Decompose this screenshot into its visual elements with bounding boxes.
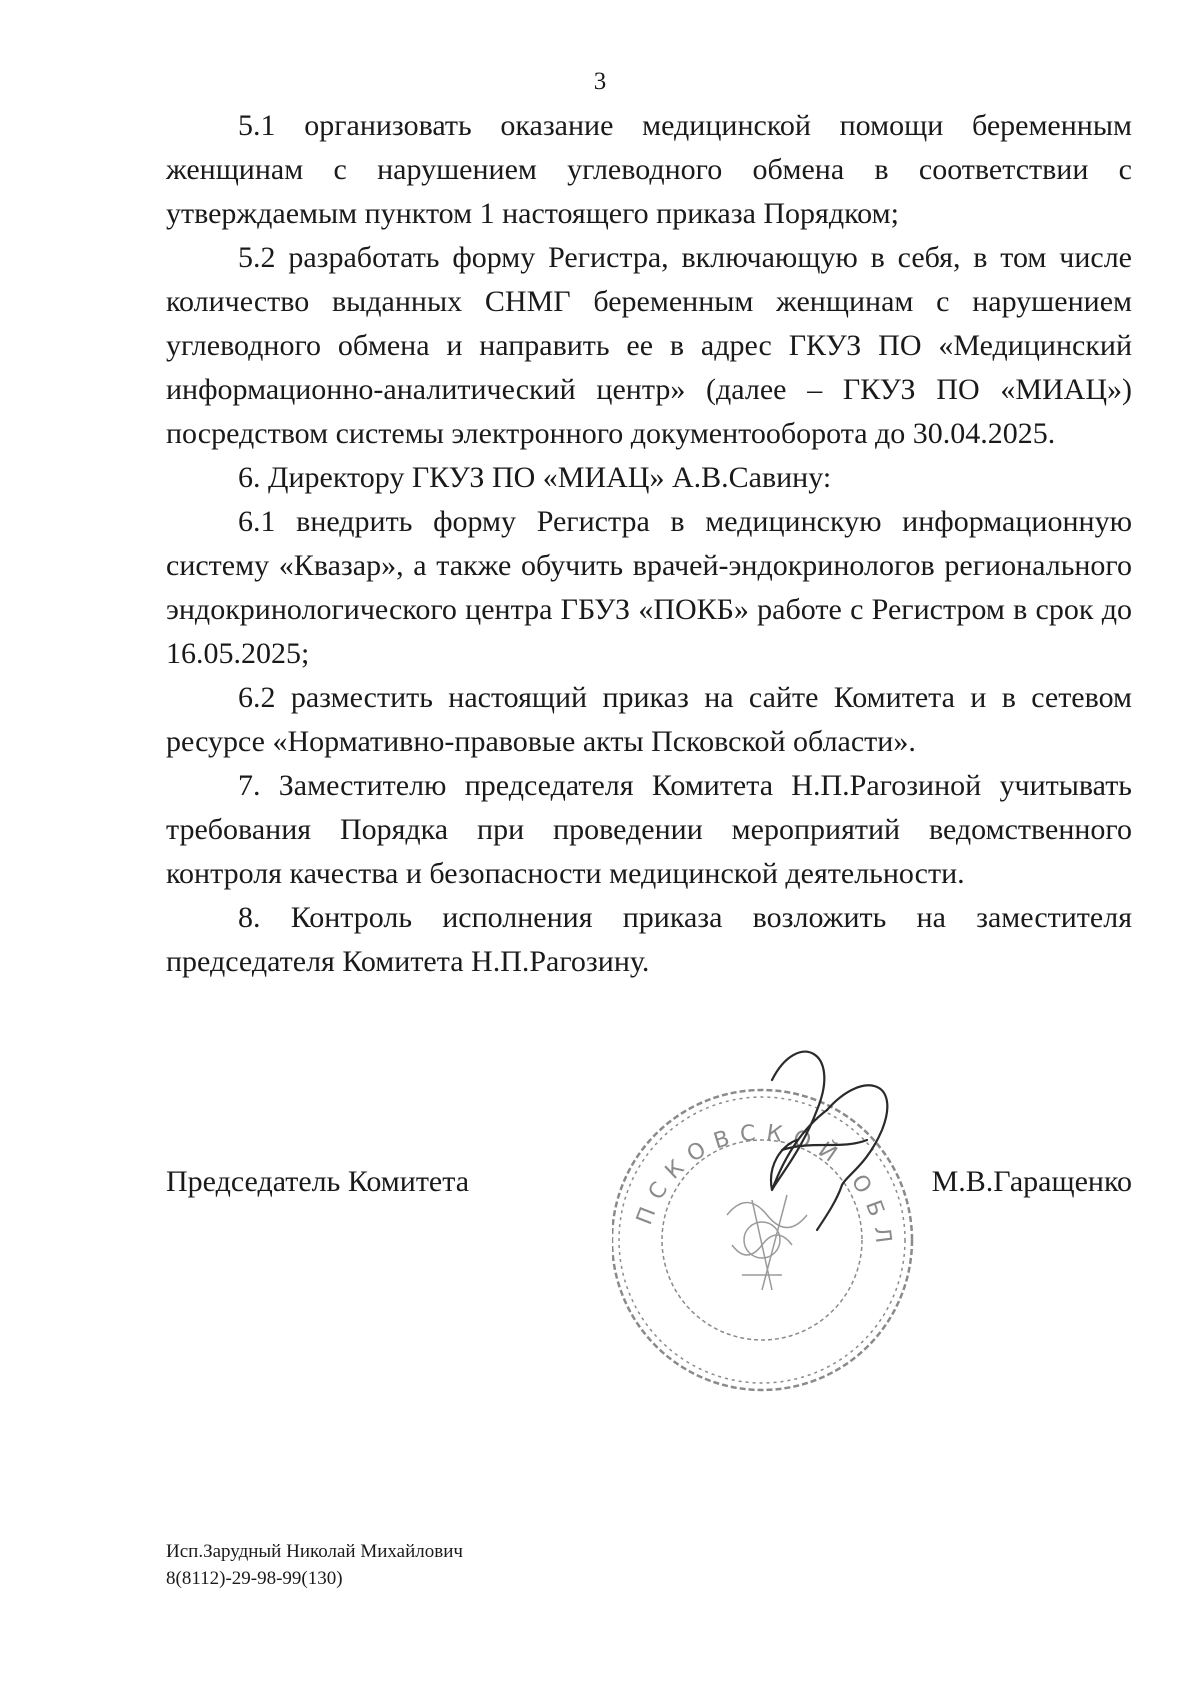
page-number: 3 [593, 68, 607, 95]
paragraph-6: 6. Директору ГКУЗ ПО «МИАЦ» А.В.Савину: [238, 461, 832, 494]
paragraph-8: 8. Контроль исполнения приказа возложить на заместителя председателя Комитета Н.П.Рагозину. [166, 901, 1132, 978]
executor-phone: 8(8112)-29-98-99(130) [166, 1568, 343, 1589]
signature-block [166, 1165, 1132, 1225]
executor-name: Исп.Зарудный Николай Михайлович [166, 1541, 463, 1562]
signatory-title: Председатель Комитета [166, 1165, 470, 1198]
paragraph-7: 7. Заместителю председателя Комитета Н.П.Рагозиной учитывать требования Порядка при проведении мероприятий ведомственного контроля качества и безопасности медицинской деятельности. [166, 769, 1132, 890]
document-body [166, 104, 1132, 984]
executor-info [166, 1538, 463, 1592]
paragraph-5-1: 5.1 организовать оказание медицинской помощи беременным женщинам с нарушением углеводного обмена в соответствии с утверждаемым пунктом 1 настоящего приказа Порядком; [166, 109, 1132, 230]
signatory-name: М.В.Гаращенко [931, 1165, 1132, 1198]
paragraph-6-2: 6.2 разместить настоящий приказ на сайте Комитета и в сетевом ресурсе «Нормативно-правовые акты Псковской области». [166, 681, 1132, 758]
paragraph-6-1: 6.1 внедрить форму Регистра в медицинскую информационную систему «Квазар», а также обучить врачей-эндокринологов регионального эндокринологического центра ГБУЗ «ПОКБ» работе с Регистром в срок до 16.05.2025; [166, 505, 1132, 670]
paragraph-5-2: 5.2 разработать форму Регистра, включающую в себя, в том числе количество выданных СНМГ беременным женщинам с нарушением углеводного обмена и направить ее в адрес ГКУЗ ПО «Медицинский информационно-аналитический центр» (далее – ГКУЗ ПО «МИАЦ») посредством системы электронного документооборота до 30.04.2025. [166, 241, 1132, 450]
seal-arc-text: ПСКОВСКОЙ ОБЛ [632, 1120, 897, 1255]
